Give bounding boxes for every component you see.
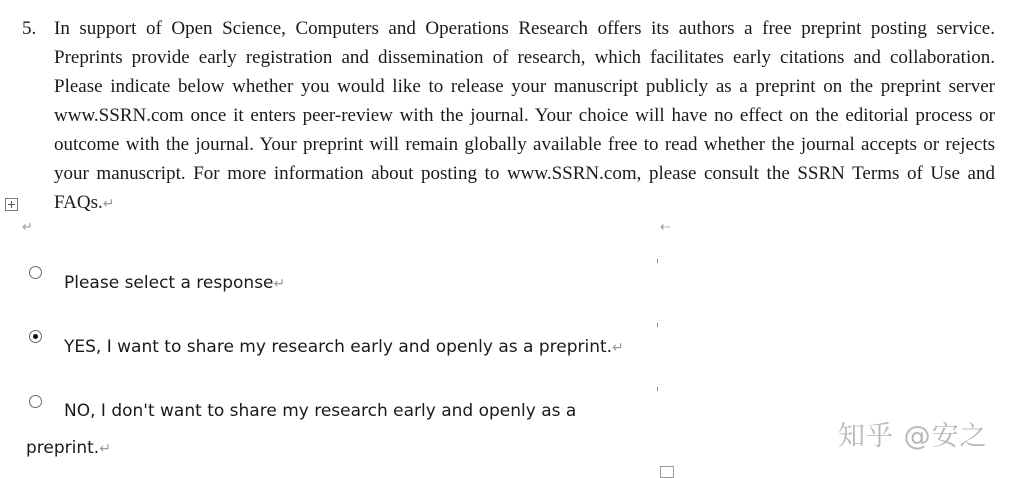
- radio-yes[interactable]: [29, 330, 42, 343]
- paragraph-mark: ↵: [22, 220, 33, 235]
- text-line: Preprints provide early registration and dissemination of research, which facilitates early citations and collaboration.: [54, 47, 995, 68]
- radio-please-select[interactable]: [29, 266, 42, 279]
- question-text: [54, 14, 995, 217]
- text-line: In support of Open Science, Computers and Operations Research offers its authors a free preprint posting service.: [54, 18, 995, 39]
- option-label: YES, I want to share my research early and openly as a preprint.: [64, 337, 613, 357]
- paragraph-mark: ↵: [99, 441, 111, 457]
- paragraph-mark: ↵: [102, 196, 115, 212]
- question-number: 5.: [22, 18, 37, 39]
- table-move-handle-icon[interactable]: [5, 198, 18, 211]
- option-label: preprint.: [26, 438, 100, 458]
- option-no-line2: [26, 438, 111, 459]
- option-please-select: [64, 273, 285, 294]
- cell-border-tick: [657, 323, 658, 327]
- table-cell-marker: [660, 466, 674, 478]
- cell-end-mark: ⇠: [660, 220, 671, 235]
- paragraph-mark: ↵: [273, 276, 286, 292]
- cell-border-tick: [657, 259, 658, 263]
- text-line: your manuscript. For more information about posting to www.SSRN.com, please consult the SSRN Terms of Use and: [54, 163, 995, 184]
- text-line-last: [54, 188, 995, 217]
- option-label: Please select a response: [64, 273, 274, 293]
- paragraph-mark: ↵: [612, 340, 624, 356]
- watermark: 知乎 @安之: [838, 421, 988, 452]
- text-line: outcome with the journal. Your preprint will remain globally available free to read whether the journal accepts or rejects: [54, 134, 995, 155]
- radio-no[interactable]: [29, 395, 42, 408]
- cell-border-tick: [657, 387, 658, 391]
- text-line: FAQs.: [54, 192, 103, 213]
- option-yes: [64, 337, 624, 358]
- text-line: Please indicate below whether you would like to release your manuscript publicly as a preprint on the preprint server: [54, 76, 995, 97]
- option-no-line1: NO, I don't want to share my research early and openly as a: [64, 401, 577, 421]
- text-line: www.SSRN.com once it enters peer-review with the journal. Your choice will have no effect on the editorial process or: [54, 105, 995, 126]
